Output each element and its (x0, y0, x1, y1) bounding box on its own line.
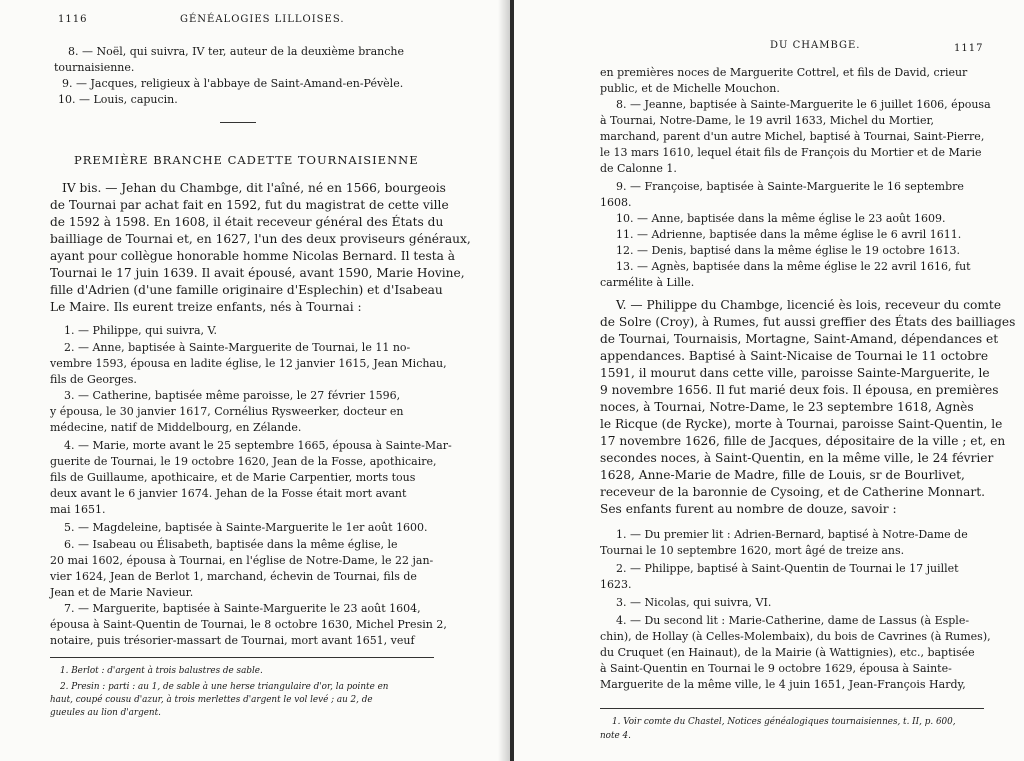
v-paragraph-line: 1591, il mourut dans cette ville, paroisse Sainte-Marguerite, le (600, 366, 990, 380)
child-entry-line: épousa à Saint-Quentin de Tournai, le 8 octobre 1630, Michel Presin 2, (50, 618, 447, 631)
child-entry-line: 1. — Du premier lit : Adrien-Bernard, baptisé à Notre-Dame de (616, 528, 968, 541)
footnote-line: gueules au lion d'argent. (50, 708, 161, 718)
v-paragraph-line: de Solre (Croy), à Rumes, fut aussi greffier des États des bailliages (600, 315, 1016, 329)
footnote-line: 1. Berlot : d'argent à trois balustres de sable. (60, 666, 263, 676)
right-top-line: 9. — Françoise, baptisée à Sainte-Marguerite le 16 septembre (616, 180, 964, 193)
child-entry-line: à Saint-Quentin en Tournai le 9 octobre 1629, épousa à Sainte- (600, 662, 952, 675)
v-paragraph-line: 9 novembre 1656. Il fut marié deux fois. Il épousa, en premières (600, 383, 999, 397)
child-entry-line: 3. — Nicolas, qui suivra, VI. (616, 596, 772, 609)
child-entry-line: 1623. (600, 578, 632, 591)
child-entry-line: Tournai le 10 septembre 1620, mort âgé de treize ans. (600, 544, 905, 557)
iv-paragraph-line: fille d'Adrien (d'une famille originaire d'Esplechin) et d'Isabeau (50, 283, 443, 297)
iv-paragraph-line: Tournai le 17 juin 1639. Il avait épousé, avant 1590, Marie Hovine, (50, 266, 465, 280)
footnote-rule (50, 657, 434, 658)
right-top-line: 13. — Agnès, baptisée dans la même église le 22 avril 1616, fut (616, 260, 971, 273)
child-entry-line: 3. — Catherine, baptisée même paroisse, le 27 février 1596, (64, 389, 401, 402)
right-running-title: DU CHAMBGE. (770, 40, 861, 51)
child-entry-line: deux avant le 6 janvier 1674. Jehan de la Fosse était mort avant (50, 487, 407, 500)
child-entry-line: y épousa, le 30 janvier 1617, Cornélius Rysweerker, docteur en (50, 405, 404, 418)
child-entry-line: 2. — Anne, baptisée à Sainte-Marguerite de Tournai, le 11 no- (64, 341, 411, 354)
v-paragraph-line: V. — Philippe du Chambge, licencié ès lois, receveur du comte (616, 298, 1002, 312)
right-top-line: à Tournai, Notre-Dame, le 19 avril 1633, Michel du Mortier, (600, 114, 935, 127)
left-page (50, 0, 471, 761)
left-running-title: GÉNÉALOGIES LILLOISES. (180, 14, 345, 25)
iv-paragraph-line: ayant pour collègue honorable homme Nicolas Bernard. Il testa à (50, 249, 456, 263)
footnote-line: 2. Presin : parti : au 1, de sable à une herse triangulaire d'or, la pointe en (60, 682, 389, 692)
right-top-line: le 13 mars 1610, lequel était fils de François du Mortier et de Marie (600, 146, 982, 159)
section-divider (220, 122, 256, 123)
right-top-line: 12. — Denis, baptisé dans la même église le 19 octobre 1613. (616, 244, 960, 257)
right-top-line: 10. — Anne, baptisée dans la même église le 23 août 1609. (616, 212, 946, 225)
child-entry-line: vier 1624, Jean de Berlot 1, marchand, échevin de Tournai, fils de (50, 570, 417, 583)
footnote-line: note 4. (600, 731, 631, 741)
child-entry-line: 7. — Marguerite, baptisée à Sainte-Marguerite le 23 août 1604, (64, 602, 421, 615)
child-entry-line: 6. — Isabeau ou Élisabeth, baptisée dans la même église, le (64, 538, 398, 551)
v-paragraph-line: noces, à Tournai, Notre-Dame, le 23 septembre 1618, Agnès (600, 400, 974, 414)
v-paragraph-line: 17 novembre 1626, fille de Jacques, dépositaire de la ville ; et, en (600, 434, 1006, 448)
child-entry-line: chin), de Hollay (à Celles-Molembaix), du bois de Cavrines (à Rumes), (600, 630, 991, 643)
section-heading: PREMIÈRE BRANCHE CADETTE TOURNAISIENNE (74, 153, 419, 167)
gutter-shadow (498, 0, 510, 761)
footnote-rule (600, 708, 984, 709)
child-entry-line: 5. — Magdeleine, baptisée à Sainte-Marguerite le 1er août 1600. (64, 521, 428, 534)
right-top-line: public, et de Michelle Mouchon. (600, 82, 780, 95)
right-top-line: 11. — Adrienne, baptisée dans la même église le 6 avril 1611. (616, 228, 962, 241)
child-entry-line: Jean et de Marie Navieur. (50, 586, 194, 599)
iv-paragraph-line: IV bis. — Jehan du Chambge, dit l'aîné, né en 1566, bourgeois (62, 181, 446, 195)
iv-paragraph-line: de Tournai par achat fait en 1592, fut du magistrat de cette ville (50, 198, 449, 212)
child-entry-line: fils de Georges. (50, 373, 137, 386)
right-page (600, 0, 1016, 761)
child-entry-line: Marguerite de la même ville, le 4 juin 1651, Jean-François Hardy, (600, 678, 966, 691)
left-page-number: 1116 (58, 14, 88, 25)
right-top-line: carmélite à Lille. (600, 276, 695, 289)
child-entry-line: fils de Guillaume, apothicaire, et de Marie Carpentier, morts tous (50, 471, 416, 484)
iv-paragraph-line: de 1592 à 1598. En 1608, il était receveur général des États du (50, 215, 444, 229)
v-paragraph-line: de Tournai, Tournaisis, Mortagne, Saint-Amand, dépendances et (600, 332, 999, 346)
child-entry-line: 1. — Philippe, qui suivra, V. (64, 324, 218, 337)
left-top-line: 9. — Jacques, religieux à l'abbaye de Saint-Amand-en-Pévèle. (62, 77, 404, 90)
v-paragraph-line: secondes noces, à Saint-Quentin, en la même ville, le 24 février (600, 451, 994, 465)
right-page-number: 1117 (954, 43, 984, 54)
v-paragraph-line: le Ricque (de Rycke), morte à Tournai, paroisse Saint-Quentin, le (600, 417, 1003, 431)
right-top-line: 1608. (600, 196, 632, 209)
iv-paragraph-line: Le Maire. Ils eurent treize enfants, nés à Tournai : (50, 300, 362, 314)
child-entry-line: vembre 1593, épousa en ladite église, le 12 janvier 1615, Jean Michau, (50, 357, 447, 370)
iv-paragraph-line: bailliage de Tournai et, en 1627, l'un des deux proviseurs généraux, (50, 232, 471, 246)
book-gutter (510, 0, 514, 761)
v-paragraph-line: Ses enfants furent au nombre de douze, savoir : (600, 502, 897, 516)
right-top-line: marchand, parent d'un autre Michel, baptisé à Tournai, Saint-Pierre, (600, 130, 985, 143)
child-entry-line: 4. — Du second lit : Marie-Catherine, dame de Lassus (à Esple- (616, 614, 970, 627)
left-top-line: 10. — Louis, capucin. (58, 93, 178, 106)
right-top-line: en premières noces de Marguerite Cottrel, et fils de David, crieur (600, 66, 968, 79)
child-entry-line: 2. — Philippe, baptisé à Saint-Quentin de Tournai le 17 juillet (616, 562, 959, 575)
right-top-line: 8. — Jeanne, baptisée à Sainte-Marguerite le 6 juillet 1606, épousa (616, 98, 991, 111)
child-entry-line: médecine, natif de Middelbourg, en Zélande. (50, 421, 302, 434)
v-paragraph-line: 1628, Anne-Marie de Madre, fille de Louis, sr de Bourlivet, (600, 468, 965, 482)
child-entry-line: du Cruquet (en Hainaut), de la Mairie (à Wattignies), etc., baptisée (600, 646, 975, 659)
footnote-line: 1. Voir comte du Chastel, Notices généalogiques tournaisiennes, t. II, p. 600, (612, 717, 956, 727)
right-top-line: de Calonne 1. (600, 162, 677, 175)
child-entry-line: 4. — Marie, morte avant le 25 septembre 1665, épousa à Sainte-Mar- (64, 439, 452, 452)
child-entry-line: notaire, puis trésorier-massart de Tournai, mort avant 1651, veuf (50, 634, 415, 647)
left-top-line: tournaisienne. (54, 61, 135, 74)
left-top-line: 8. — Noël, qui suivra, IV ter, auteur de la deuxième branche (68, 45, 404, 58)
child-entry-line: mai 1651. (50, 503, 106, 516)
v-paragraph-line: appendances. Baptisé à Saint-Nicaise de Tournai le 11 octobre (600, 349, 989, 363)
footnote-line: haut, coupé cousu d'azur, à trois merlettes d'argent le vol levé ; au 2, de (50, 695, 373, 705)
child-entry-line: guerite de Tournai, le 19 octobre 1620, Jean de la Fosse, apothicaire, (50, 455, 437, 468)
child-entry-line: 20 mai 1602, épousa à Tournai, en l'église de Notre-Dame, le 22 jan- (50, 554, 434, 567)
v-paragraph-line: receveur de la baronnie de Cysoing, et de Catherine Monnart. (600, 485, 986, 499)
